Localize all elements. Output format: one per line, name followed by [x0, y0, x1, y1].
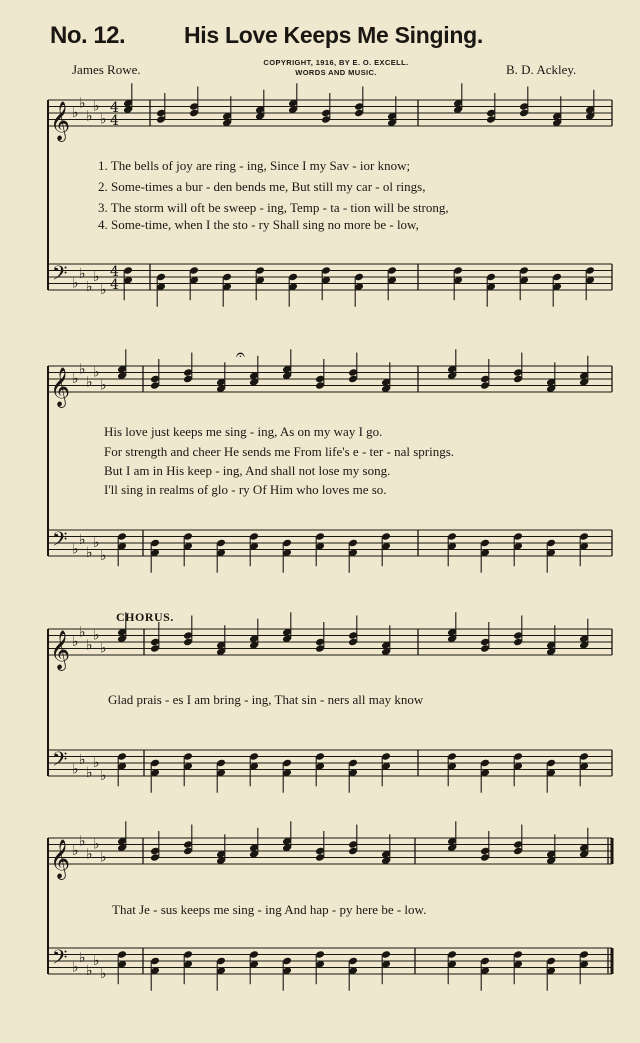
key-flat: ♭ [93, 953, 100, 969]
key-flat: ♭ [93, 535, 100, 551]
key-flat: ♭ [72, 959, 79, 976]
key-flat: ♭ [100, 548, 107, 564]
bass-clef-icon: 𝄢 [52, 261, 68, 290]
key-flat: ♭ [79, 361, 86, 378]
key-flat: ♭ [93, 98, 100, 115]
key-flat: ♭ [79, 949, 86, 966]
hymn-number: No. 12. [50, 22, 126, 49]
key-flat: ♭ [93, 269, 100, 285]
key-flat: ♭ [93, 364, 100, 381]
key-flat: ♭ [72, 761, 79, 778]
treble-clef-icon: 𝄞 [50, 367, 71, 407]
time-signature-top: 4 [110, 264, 119, 280]
key-flat: ♭ [86, 637, 93, 654]
chorus-line-1: Glad prais - es I am bring - ing, That sin - ners all may know [108, 692, 424, 707]
fermata-icon: 𝄐 [236, 345, 245, 364]
key-flat: ♭ [86, 108, 93, 125]
treble-clef-icon: 𝄞 [50, 839, 71, 879]
key-flat: ♭ [86, 544, 93, 561]
key-flat: ♭ [100, 768, 107, 784]
key-flat: ♭ [86, 278, 93, 295]
key-flat: ♭ [79, 265, 86, 282]
composer-credit: B. D. Ackley. [506, 62, 577, 77]
verse-1-line-1: 1. The bells of joy are ring - ing, Since I my Sav - ior know; [98, 158, 411, 173]
verse-1-line-2: His love just keeps me sing - ing, As on my way I go. [104, 424, 383, 439]
key-flat: ♭ [79, 95, 86, 112]
verse-2-line-1: 2. Some-times a bur - den bends me, But still my car - ol rings, [98, 179, 426, 194]
key-flat: ♭ [93, 627, 100, 644]
key-flat: ♭ [72, 634, 79, 650]
treble-clef-icon: 𝄞 [50, 101, 71, 141]
key-flat: ♭ [72, 371, 79, 387]
verse-3-line-2: But I am in His keep - ing, And shall not lose my song. [104, 463, 391, 478]
key-flat: ♭ [72, 843, 79, 859]
key-flat: ♭ [72, 105, 79, 121]
key-flat: ♭ [86, 846, 93, 863]
bass-clef-icon: 𝄢 [52, 527, 68, 556]
time-signature-bottom: 4 [110, 277, 119, 293]
copyright-subline: WORDS AND MUSIC. [295, 68, 377, 77]
key-flat: ♭ [100, 377, 107, 394]
key-flat: ♭ [72, 275, 79, 292]
verse-2-line-2: For strength and cheer He sends me From life's e - ter - nal springs. [104, 444, 455, 459]
key-flat: ♭ [100, 111, 107, 128]
key-flat: ♭ [93, 755, 100, 771]
bass-clef-icon: 𝄢 [52, 945, 68, 974]
verse-3-line-1: 3. The storm will oft be sweep - ing, Temp - ta - tion will be strong, [98, 200, 449, 215]
chorus-line-2: That Je - sus keeps me sing - ing And hap - py here be - low. [112, 902, 427, 917]
copyright-line: COPYRIGHT, 1916, BY E. O. EXCELL. [263, 58, 409, 67]
time-signature-top: 4 [110, 100, 119, 116]
bass-clef-icon: 𝄢 [52, 747, 68, 776]
key-flat: ♭ [93, 836, 100, 853]
key-flat: ♭ [100, 966, 107, 982]
verse-4-line-1: 4. Some-time, when I the sto - ry Shall sing no more be - low, [98, 217, 419, 232]
time-signature-bottom: 4 [110, 113, 119, 129]
chorus-label: CHORUS. [116, 610, 174, 624]
key-flat: ♭ [100, 282, 107, 298]
key-flat: ♭ [79, 531, 86, 548]
key-flat: ♭ [100, 640, 107, 657]
key-flat: ♭ [79, 751, 86, 768]
lyricist-credit: James Rowe. [72, 62, 141, 77]
treble-clef-icon: 𝄞 [50, 630, 71, 670]
key-flat: ♭ [79, 833, 86, 850]
key-flat: ♭ [86, 764, 93, 781]
key-flat: ♭ [79, 624, 86, 641]
verse-4-line-2: I'll sing in realms of glo - ry Of Him who loves me so. [104, 482, 387, 497]
key-flat: ♭ [86, 962, 93, 979]
key-flat: ♭ [86, 374, 93, 391]
hymn-title: His Love Keeps Me Singing. [184, 22, 483, 48]
key-flat: ♭ [72, 541, 79, 558]
key-flat: ♭ [100, 849, 107, 866]
